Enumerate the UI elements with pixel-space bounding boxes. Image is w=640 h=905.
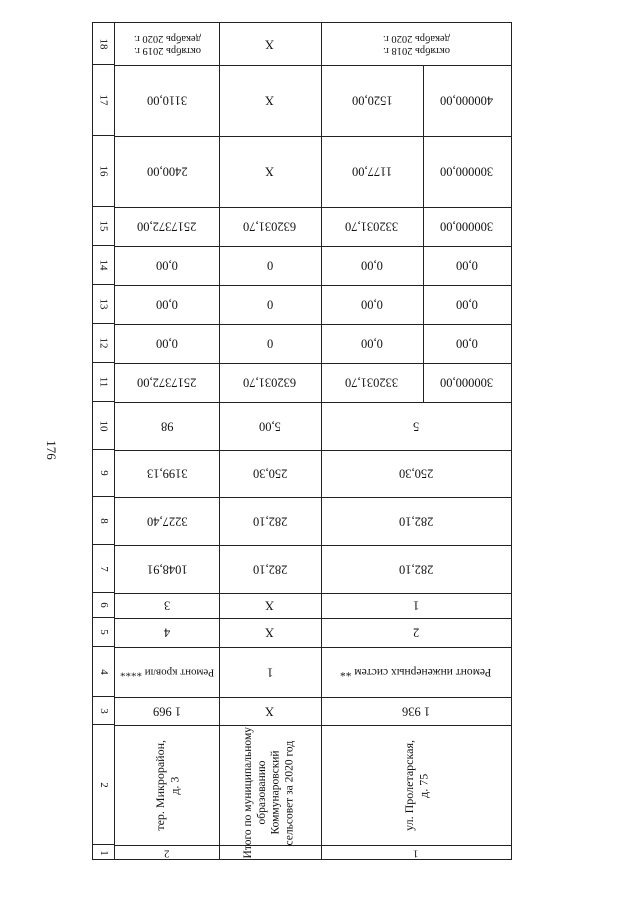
col-header-11: 11 bbox=[93, 363, 114, 402]
period-cell: октябрь 2019 г. декабрь 2020 г. bbox=[133, 33, 201, 57]
page-number: 176 bbox=[44, 440, 59, 460]
col-header-2: 2 bbox=[93, 725, 114, 845]
address-cell: ул. Пролетарская, д. 75 bbox=[401, 739, 430, 831]
column-number-strip bbox=[93, 23, 115, 859]
col-header-15: 15 bbox=[93, 207, 114, 246]
work-type-cell: Ремонт кровли **** bbox=[119, 666, 215, 679]
col-header-5: 5 bbox=[93, 618, 114, 647]
table-body: октябрь 2019 г. декабрь 2020 г. 3110,00 2400,00 2517372,00 0,00 0,00 0,00 2517372,00 98 3199,13 3227,40 1048,91 3 4 Ремонт кровли **** 1 969 тер. Микрорайон, д. 3 2 X X X 632031,70 0 0 0 632031,70 5,00 250,30 282,10 282,10 X X 1 X Итого по муниципальному образованию Коммунаровский сельсовет за 2020 год октябрь 2018 г. декабрь 2020 г. 1520,00 400000,00 1177,00 300000,00 332031,70 300000,00 0,00 0,00 0,00 0,00 0,00 0,00 332031,70 300000,00 5 250,30 282,10 282,10 1 2 Ремонт инженерных систем ** 1 936 ул. Пролетарская, д. 75 1 bbox=[115, 23, 511, 859]
col-header-17: 17 bbox=[93, 65, 114, 136]
period-cell: октябрь 2018 г. декабрь 2020 г. bbox=[382, 33, 450, 57]
work-type-cell: Ремонт инженерных систем ** bbox=[340, 666, 492, 679]
col-header-1: 1 bbox=[97, 850, 110, 856]
address-cell: тер. Микрорайон, д. 3 bbox=[152, 739, 181, 831]
col-header-4: 4 bbox=[93, 647, 114, 697]
col-header-3: 3 bbox=[93, 697, 114, 725]
col-header-12: 12 bbox=[93, 324, 114, 363]
rotated-table bbox=[92, 22, 512, 860]
col-header-10: 10 bbox=[93, 402, 114, 450]
col-header-13: 13 bbox=[93, 285, 114, 324]
col-header-18: 18 bbox=[93, 23, 114, 65]
col-header-14: 14 bbox=[93, 246, 114, 285]
col-header-6: 6 bbox=[93, 593, 114, 618]
total-label: Итого по муниципальному образованию Коммунаровский сельсовет за 2020 год bbox=[242, 727, 296, 859]
col-header-16: 16 bbox=[93, 136, 114, 207]
col-header-8: 8 bbox=[93, 497, 114, 545]
col-header-9: 9 bbox=[93, 450, 114, 497]
col-header-7: 7 bbox=[93, 545, 114, 593]
